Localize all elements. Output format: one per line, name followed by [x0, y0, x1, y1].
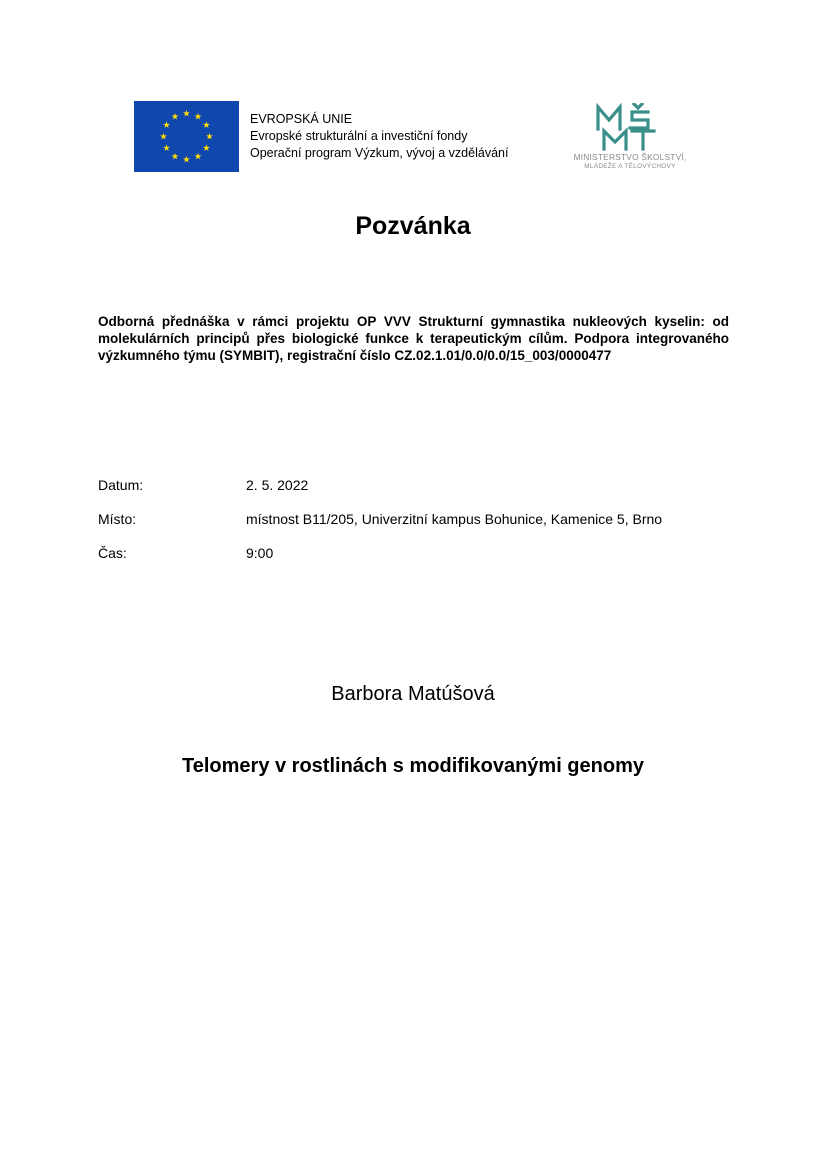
eu-flag-icon	[134, 101, 239, 172]
eu-funding-text	[250, 111, 508, 162]
eu-text-line-3: Operační program Výzkum, vývoj a vzdělávání	[250, 146, 509, 160]
msmt-name-line-1: MINISTERSTVO ŠKOLSTVÍ,	[573, 152, 687, 162]
date-label: Datum:	[98, 477, 144, 493]
place-label: Místo:	[98, 511, 137, 527]
time-value: 9:00	[246, 545, 274, 561]
detail-row-place	[98, 511, 738, 545]
msmt-mark-icon	[594, 103, 660, 151]
msmt-logo	[560, 103, 700, 175]
page-title: Pozvánka	[355, 212, 471, 240]
detail-row-time	[98, 545, 738, 579]
place-value: místnost B11/205, Univerzitní kampus Bohunice, Kamenice 5, Brno	[246, 511, 663, 527]
talk-title: Telomery v rostlinách s modifikovanými genomy	[182, 755, 644, 777]
speaker-name: Barbora Matúšová	[331, 683, 495, 705]
event-details	[98, 477, 738, 579]
lecture-description: Odborná přednáška v rámci projektu OP VVV Strukturní gymnastika nukleových kyselin: od molekulárních principů přes biologické funkce k terapeutickým cílům. Podpora integrovaného výzkumného týmu (SYMBIT), registrační číslo CZ.02.1.01/0.0/0.0/15_003/0000477	[98, 314, 729, 363]
time-label: Čas:	[98, 545, 127, 561]
logo-header	[134, 100, 734, 175]
msmt-name-line-2: MLÁDEŽE A TĚLOVÝCHOVY	[584, 163, 676, 170]
date-value: 2. 5. 2022	[246, 477, 309, 493]
eu-text-line-1: EVROPSKÁ UNIE	[250, 112, 353, 126]
eu-text-line-2: Evropské strukturální a investiční fondy	[250, 129, 468, 143]
detail-row-date	[98, 477, 738, 511]
